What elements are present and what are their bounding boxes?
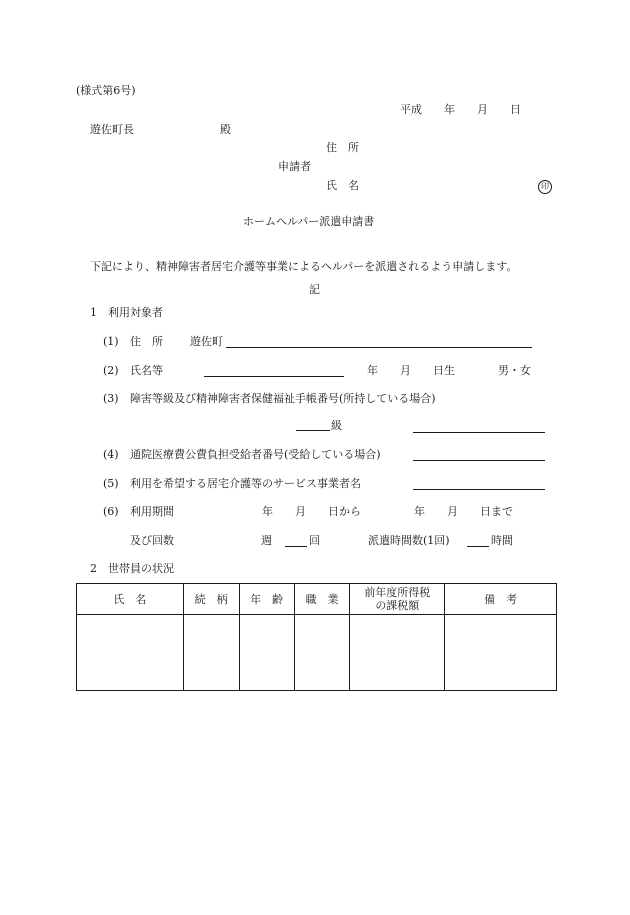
document-title: ホームヘルパー派遣申請書 bbox=[243, 215, 375, 228]
medical-number-field[interactable] bbox=[413, 460, 545, 461]
address-value: 遊佐町 bbox=[190, 335, 223, 348]
frequency-label: 及び回数 bbox=[130, 534, 174, 547]
table-header-row bbox=[77, 584, 557, 615]
section2-heading: 2 世帯員の状況 bbox=[90, 562, 174, 575]
provider-label: 利用を希望する居宅介護等のサービス事業者名 bbox=[130, 477, 361, 490]
table-cell[interactable] bbox=[350, 615, 445, 691]
column-header: 氏 名 bbox=[77, 584, 184, 615]
household-table bbox=[76, 583, 557, 691]
hours-unit: 時間 bbox=[491, 534, 513, 547]
table-cell[interactable] bbox=[294, 615, 350, 691]
column-header: 職 業 bbox=[294, 584, 350, 615]
item-num: (2) bbox=[103, 364, 119, 377]
column-header: 前年度所得税の課税額 bbox=[350, 584, 445, 615]
section1-heading: 1 利用対象者 bbox=[90, 306, 163, 319]
times-unit: 回 bbox=[309, 534, 320, 547]
hours-field[interactable] bbox=[467, 546, 489, 547]
week-label: 週 bbox=[261, 534, 272, 547]
grade-unit: 級 bbox=[331, 419, 342, 432]
addressee: 遊佐町長 bbox=[90, 123, 134, 136]
column-header: 年 齢 bbox=[239, 584, 294, 615]
period-label: 利用期間 bbox=[130, 505, 174, 518]
table-cell[interactable] bbox=[77, 615, 184, 691]
applicant-label: 申請者 bbox=[278, 160, 311, 173]
provider-field[interactable] bbox=[413, 489, 545, 490]
medical-label: 通院医療費公費負担受給者番号(受給している場合) bbox=[130, 448, 381, 461]
times-field[interactable] bbox=[285, 546, 307, 547]
seal-icon: 印 bbox=[538, 180, 552, 194]
item-num: (5) bbox=[103, 477, 119, 490]
item-num: (6) bbox=[103, 505, 119, 518]
address-field[interactable] bbox=[226, 347, 532, 348]
table-cell[interactable] bbox=[239, 615, 294, 691]
item-num: (3) bbox=[103, 392, 119, 405]
column-header: 備 考 bbox=[445, 584, 557, 615]
item-num: (4) bbox=[103, 448, 119, 461]
date-line: 平成 年 月 日 bbox=[400, 103, 521, 116]
applicant-name-label: 氏 名 bbox=[326, 179, 359, 192]
form-number: (様式第6号) bbox=[76, 84, 136, 97]
sex-label: 男・女 bbox=[498, 364, 531, 377]
dob-label: 年 月 日生 bbox=[367, 364, 455, 377]
intro-text: 下記により、精神障害者居宅介護等事業によるヘルパーを派遣されるよう申請します。 bbox=[90, 260, 518, 273]
applicant-address-label: 住 所 bbox=[326, 141, 359, 154]
handbook-number-field[interactable] bbox=[413, 432, 545, 433]
period-to: 年 月 日まで bbox=[414, 505, 513, 518]
table-cell[interactable] bbox=[445, 615, 557, 691]
item-num: (1) bbox=[103, 335, 119, 348]
grade-field[interactable] bbox=[296, 430, 330, 431]
table-row bbox=[77, 615, 557, 691]
name-field[interactable] bbox=[204, 376, 344, 377]
honorific: 殿 bbox=[220, 123, 231, 136]
table-cell[interactable] bbox=[183, 615, 239, 691]
grade-label: 障害等級及び精神障害者保健福祉手帳番号(所持している場合) bbox=[130, 392, 436, 405]
period-from: 年 月 日から bbox=[262, 505, 361, 518]
ki-heading: 記 bbox=[309, 283, 320, 296]
address-label: 住 所 bbox=[130, 335, 163, 348]
column-header: 続 柄 bbox=[183, 584, 239, 615]
hours-label: 派遣時間数(1回) bbox=[368, 534, 450, 547]
name-label: 氏名等 bbox=[130, 364, 163, 377]
